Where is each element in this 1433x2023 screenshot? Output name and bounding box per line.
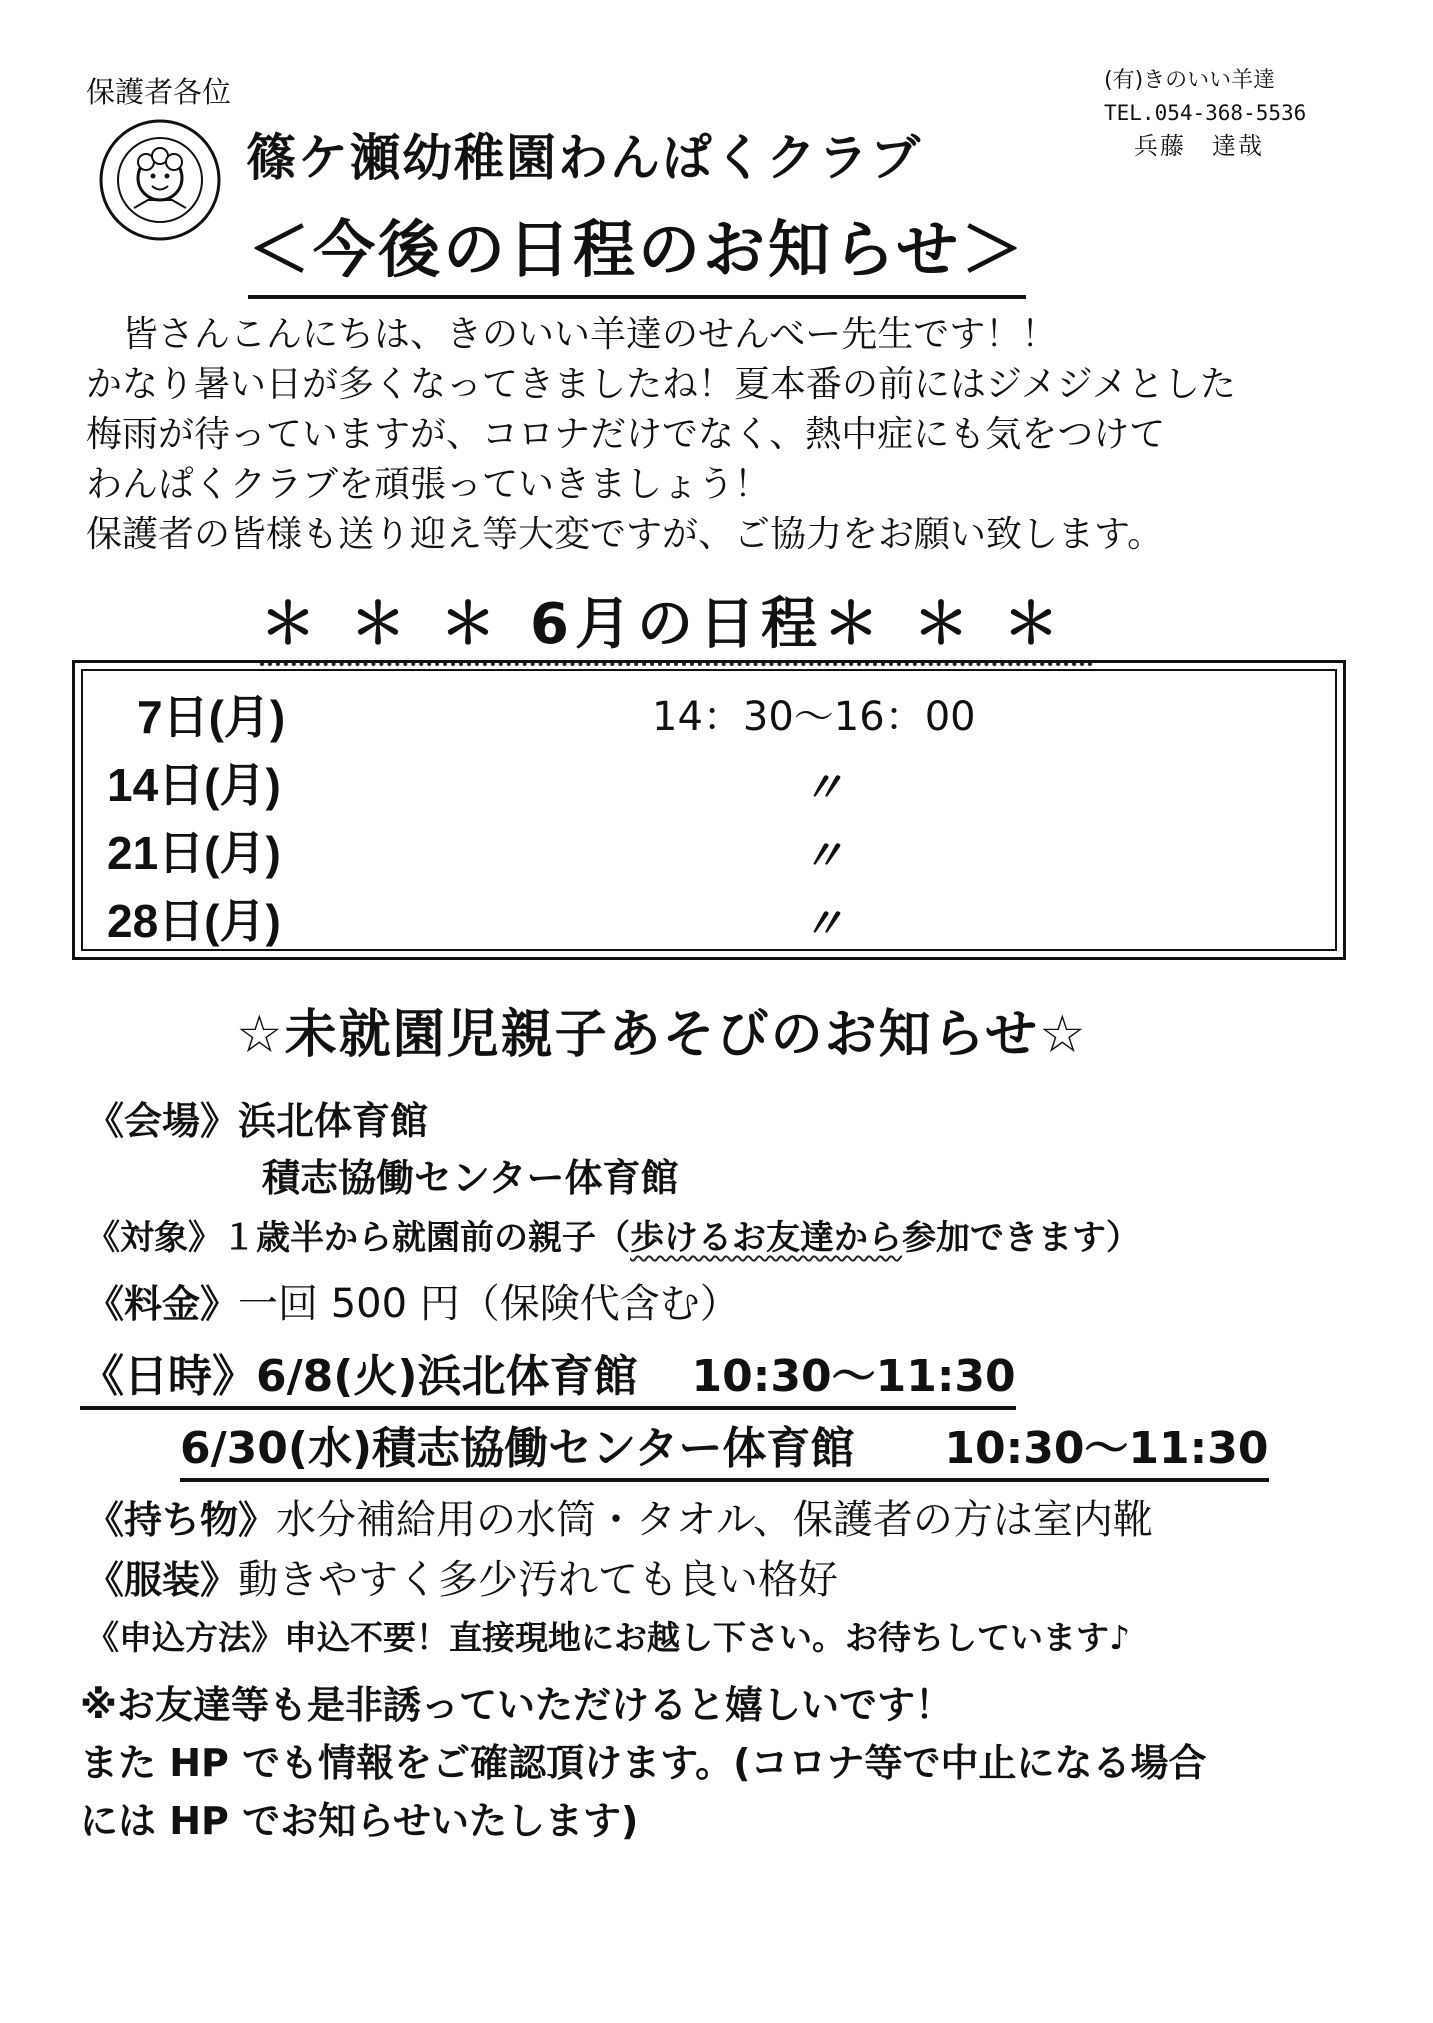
schedule-row [107,817,1307,883]
company-info [1104,64,1306,163]
venue-2: 積志協働センター体育館 [262,1156,679,1200]
schedule-time: 14：30～16：00 [652,694,976,740]
venue-line-2 [262,1147,678,1202]
greeting-text [86,310,1236,560]
schedule-box-inner [81,669,1337,951]
apply-value: 申込不要！直接現地にお越し下さい。お待ちしています♪ [284,1618,1131,1657]
target-emphasis: 歩けるお友達から [630,1218,902,1258]
club-title: 篠ケ瀬幼稚園わんぱくクラブ [246,129,922,187]
event-heading: ☆未就園児親子あそびのお知らせ☆ [236,1005,1088,1065]
schedule-date: 14日(月) [107,759,281,811]
heading-stars-right: ＊＊＊ [822,592,1093,657]
schedule-heading-text: 6月の日程 [530,592,823,657]
items-label: 《持ち物》 [86,1498,277,1542]
schedule-date: 28日(月) [107,895,281,947]
fee-line [86,1272,740,1329]
closing-line: また HP でも情報をご確認頂けます。(コロナ等で中止になる場合 [80,1741,1207,1785]
closing-line: には HP でお知らせいたします) [80,1799,639,1843]
greeting-line: 保護者の皆様も送り迎え等大変ですが、ご協力をお願い致します。 [86,514,1164,555]
apply-label: 《申込方法》 [86,1618,284,1657]
date-1: 6/8(火)浜北体育館 [256,1351,638,1402]
schedule-time-ditto: 〃 [802,763,845,812]
target-label: 《対象》 [86,1218,222,1258]
heading-stars-left: ＊＊＊ [260,592,530,657]
fee-label: 《料金》 [86,1282,239,1326]
venue-1: 浜北体育館 [238,1099,429,1143]
items-line [86,1488,1153,1545]
dress-value: 動きやすく多少汚れても良い格好 [238,1557,839,1603]
notice-title: ＜今後の日程のお知らせ＞ [248,200,1026,299]
schedule-date: 7日(月) [137,691,286,743]
greeting-line: かなり暑い日が多くなってきましたね！夏本番の前にはジメジメとした [86,364,1236,405]
schedule-row [107,885,1307,951]
time-2: 10:30～11:30 [944,1423,1269,1474]
venue-line [86,1090,428,1145]
greeting-line: 皆さんこんにちは、きのいい羊達のせんべー先生です！！ [122,314,1058,355]
greeting-line: わんぱくクラブを頑張っていきましょう！ [86,464,771,505]
closing-text [80,1676,1206,1850]
schedule-box [72,660,1346,960]
target-pre: １歳半から就園前の親子（ [222,1218,630,1258]
company-name: (有)きのいい羊達 [1104,68,1276,93]
items-value: 水分補給用の水筒・タオル、保護者の方は室内靴 [276,1497,1153,1543]
time-1: 10:30～11:30 [691,1351,1016,1402]
dress-line [86,1548,838,1605]
addressee: 保護者各位 [86,75,232,109]
schedule-row [107,749,1307,815]
datetime-label: 《日時》 [80,1351,256,1402]
target-post: 参加できます） [902,1218,1140,1258]
schedule-heading [260,580,1093,666]
club-logo [98,118,222,242]
closing-line: ※お友達等も是非誘っていただけると嬉しいです！ [80,1683,953,1727]
schedule-time-ditto: 〃 [802,831,845,880]
dress-label: 《服装》 [86,1558,239,1602]
schedule-date: 21日(月) [107,827,281,879]
apply-line [86,1612,1130,1659]
company-tel: TEL.054-368-5536 [1104,101,1307,125]
greeting-line: 梅雨が待っていますが、コロナだけでなく、熱中症にも気をつけて [86,414,1166,455]
datetime-line-1 [80,1340,1016,1410]
company-person: 兵藤 達哉 [1134,132,1264,160]
fee-value: 一回 500 円（保険代含む） [238,1281,740,1327]
date-2: 6/30(水)積志協働センター体育館 [180,1423,855,1474]
venue-label: 《会場》 [86,1099,239,1143]
datetime-line-2 [180,1412,1269,1482]
target-line [86,1210,1140,1259]
schedule-row [107,681,1307,747]
schedule-time-ditto: 〃 [802,899,845,948]
